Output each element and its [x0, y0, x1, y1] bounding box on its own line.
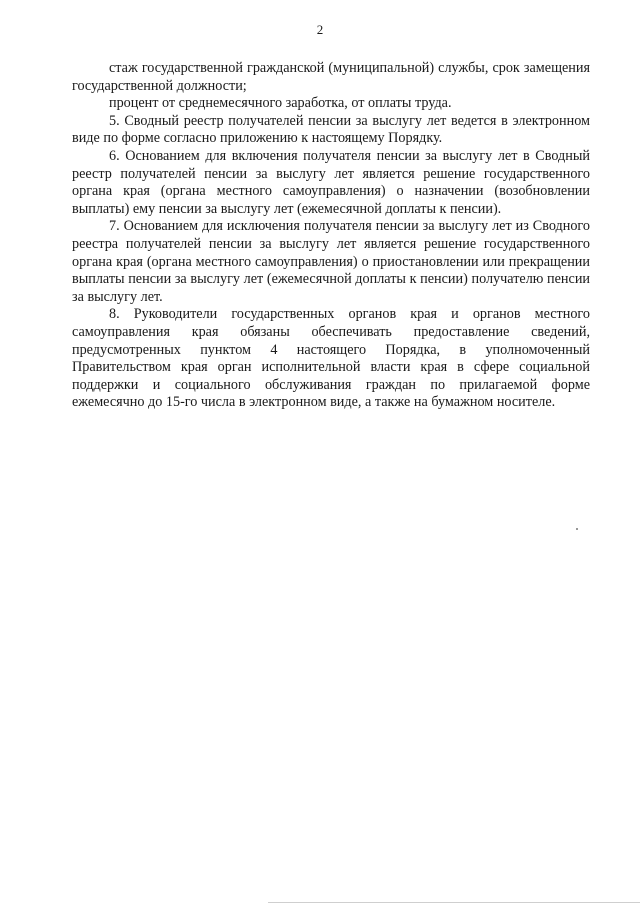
paragraph-service-length: стаж государственной гражданской (муниципальной) службы, срок замещения государственной должности;	[72, 60, 590, 94]
scan-edge-line	[268, 902, 640, 903]
paragraph-item-8: 8. Руководители государственных органов края и органов местного самоуправления края обязаны обеспечивать предоставление сведений, предусмотренных пунктом 4 настоящего Порядка, в уполномоченный Правительством края орган исполнительной власти края в сфере социальной поддержки и социального обслуживания граждан по прилагаемой форме ежемесячно до 15-го числа в электронном виде, а также на бумажном носителе.	[72, 306, 590, 411]
page-number: 2	[316, 22, 324, 37]
paragraph-item-7: 7. Основанием для исключения получателя пенсии за выслугу лет из Сводного реестра получателей пенсии за выслугу лет является решение государственного органа края (органа местного самоуправления) о приостановлении или прекращении выплаты пенсии за выслугу лет (ежемесячной доплаты к пенсии) получателю пенсии за выслугу лет.	[72, 218, 590, 305]
document-body	[72, 60, 590, 412]
paragraph-salary-percent: процент от среднемесячного заработка, от оплаты труда.	[109, 95, 452, 112]
paragraph-item-6: 6. Основанием для включения получателя пенсии за выслугу лет в Сводный реестр получателей пенсии за выслугу лет является решение государственного органа края (органа местного самоуправления) о назначении (возобновлении выплаты) ему пенсии за выслугу лет (ежемесячной доплаты к пенсии).	[72, 147, 590, 217]
scan-speck	[576, 528, 578, 530]
paragraph-item-5: 5. Сводный реестр получателей пенсии за выслугу лет ведется в электронном виде по форме согласно приложению к настоящему Порядку.	[72, 112, 590, 147]
